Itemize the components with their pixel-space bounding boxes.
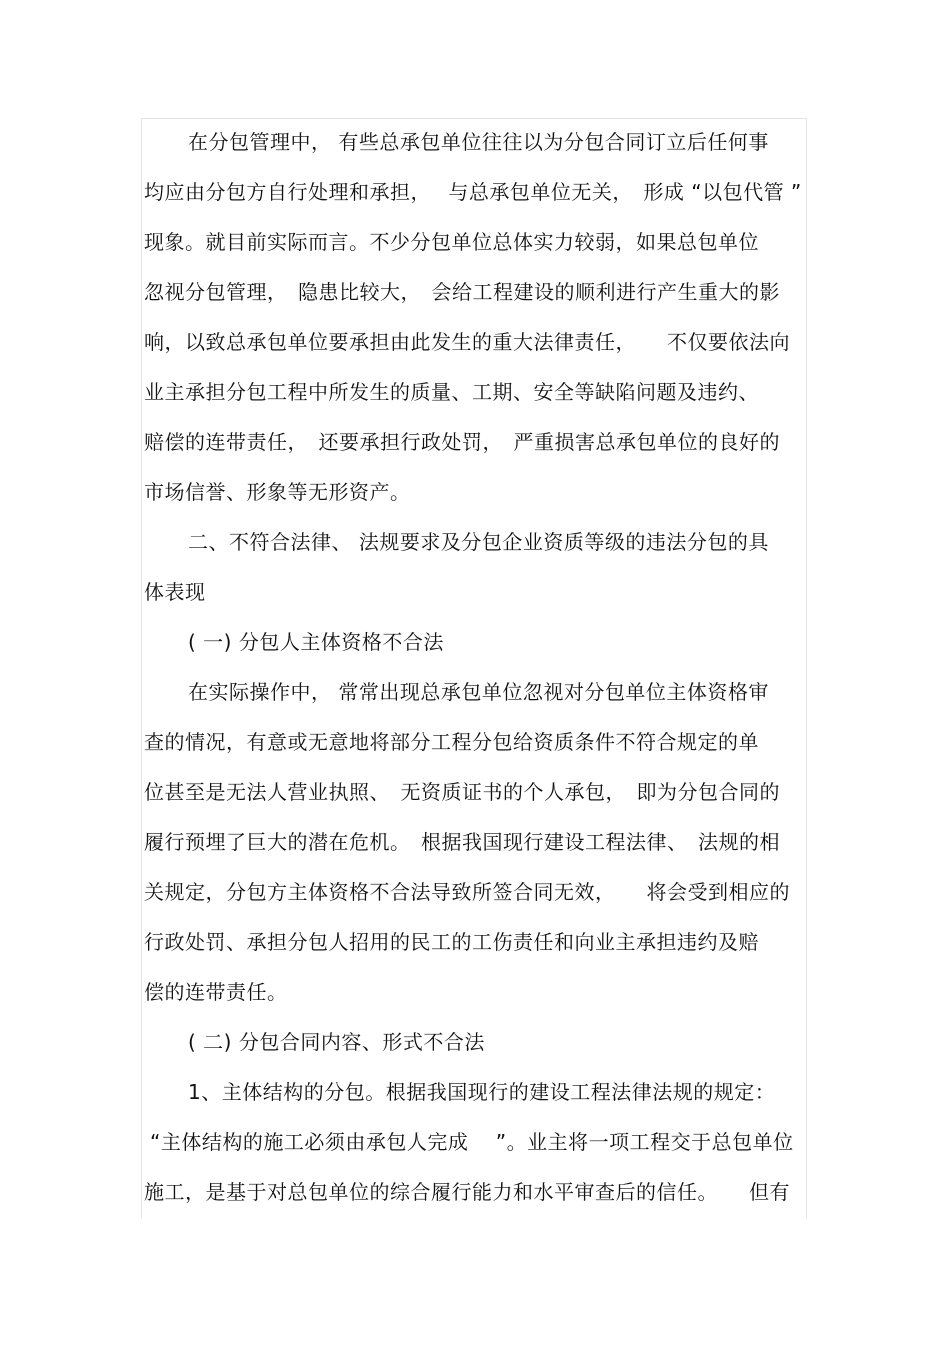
paragraph-line: 在分包管理中， 有些总承包单位往往以为分包合同订立后任何事 (188, 130, 769, 154)
paragraph-line: “主体结构的施工必须由承包人完成 ”。业主将一项工程交于总包单位 (150, 1130, 794, 1154)
paragraph-line: 行政处罚、承担分包人招用的民工的工伤责任和向业主承担违约及赔 (144, 930, 759, 954)
paragraph-line: 履行预埋了巨大的潜在危机。 根据我国现行建设工程法律、 法规的相 (144, 830, 780, 854)
paragraph-line: 均应由分包方自行处理和承担， 与总承包单位无关， 形成 “以包代管 ” (144, 180, 802, 204)
paragraph-line: 响，以致总承包单位要承担由此发生的重大法律责任， 不仅要依法向 (144, 330, 790, 354)
paragraph-line: 忽视分包管理， 隐患比较大， 会给工程建设的顺利进行产生重大的影 (144, 280, 780, 304)
paragraph-line: 偿的连带责任。 (144, 980, 288, 1004)
subsection-heading: ( 二) 分包合同内容、形式不合法 (188, 1030, 485, 1054)
paragraph-line: 查的情况，有意或无意地将部分工程分包给资质条件不符合规定的单 (144, 730, 759, 754)
paragraph-line: 市场信誉、形象等无形资产。 (144, 480, 411, 504)
section-heading: 体表现 (144, 580, 206, 604)
paragraph-line: 施工，是基于对总包单位的综合履行能力和水平审查后的信任。 但有 (144, 1180, 790, 1204)
paragraph-line: 位甚至是无法人营业执照、 无资质证书的个人承包， 即为分包合同的 (144, 780, 780, 804)
paragraph-line: 1、主体结构的分包。根据我国现行的建设工程法律法规的规定： (188, 1080, 776, 1104)
paragraph-line: 关规定，分包方主体资格不合法导致所签合同无效， 将会受到相应的 (144, 880, 790, 904)
paragraph-line: 在实际操作中， 常常出现总承包单位忽视对分包单位主体资格审 (188, 680, 769, 704)
subsection-heading: ( 一) 分包人主体资格不合法 (188, 630, 444, 654)
paragraph-line: 业主承担分包工程中所发生的质量、工期、安全等缺陷问题及违约、 (144, 380, 759, 404)
paragraph-line: 现象。就目前实际而言。不少分包单位总体实力较弱，如果总包单位 (144, 230, 759, 254)
section-heading: 二、不符合法律、 法规要求及分包企业资质等级的违法分包的具 (188, 530, 769, 554)
paragraph-line: 赔偿的连带责任， 还要承担行政处罚， 严重损害总承包单位的良好的 (144, 430, 780, 454)
